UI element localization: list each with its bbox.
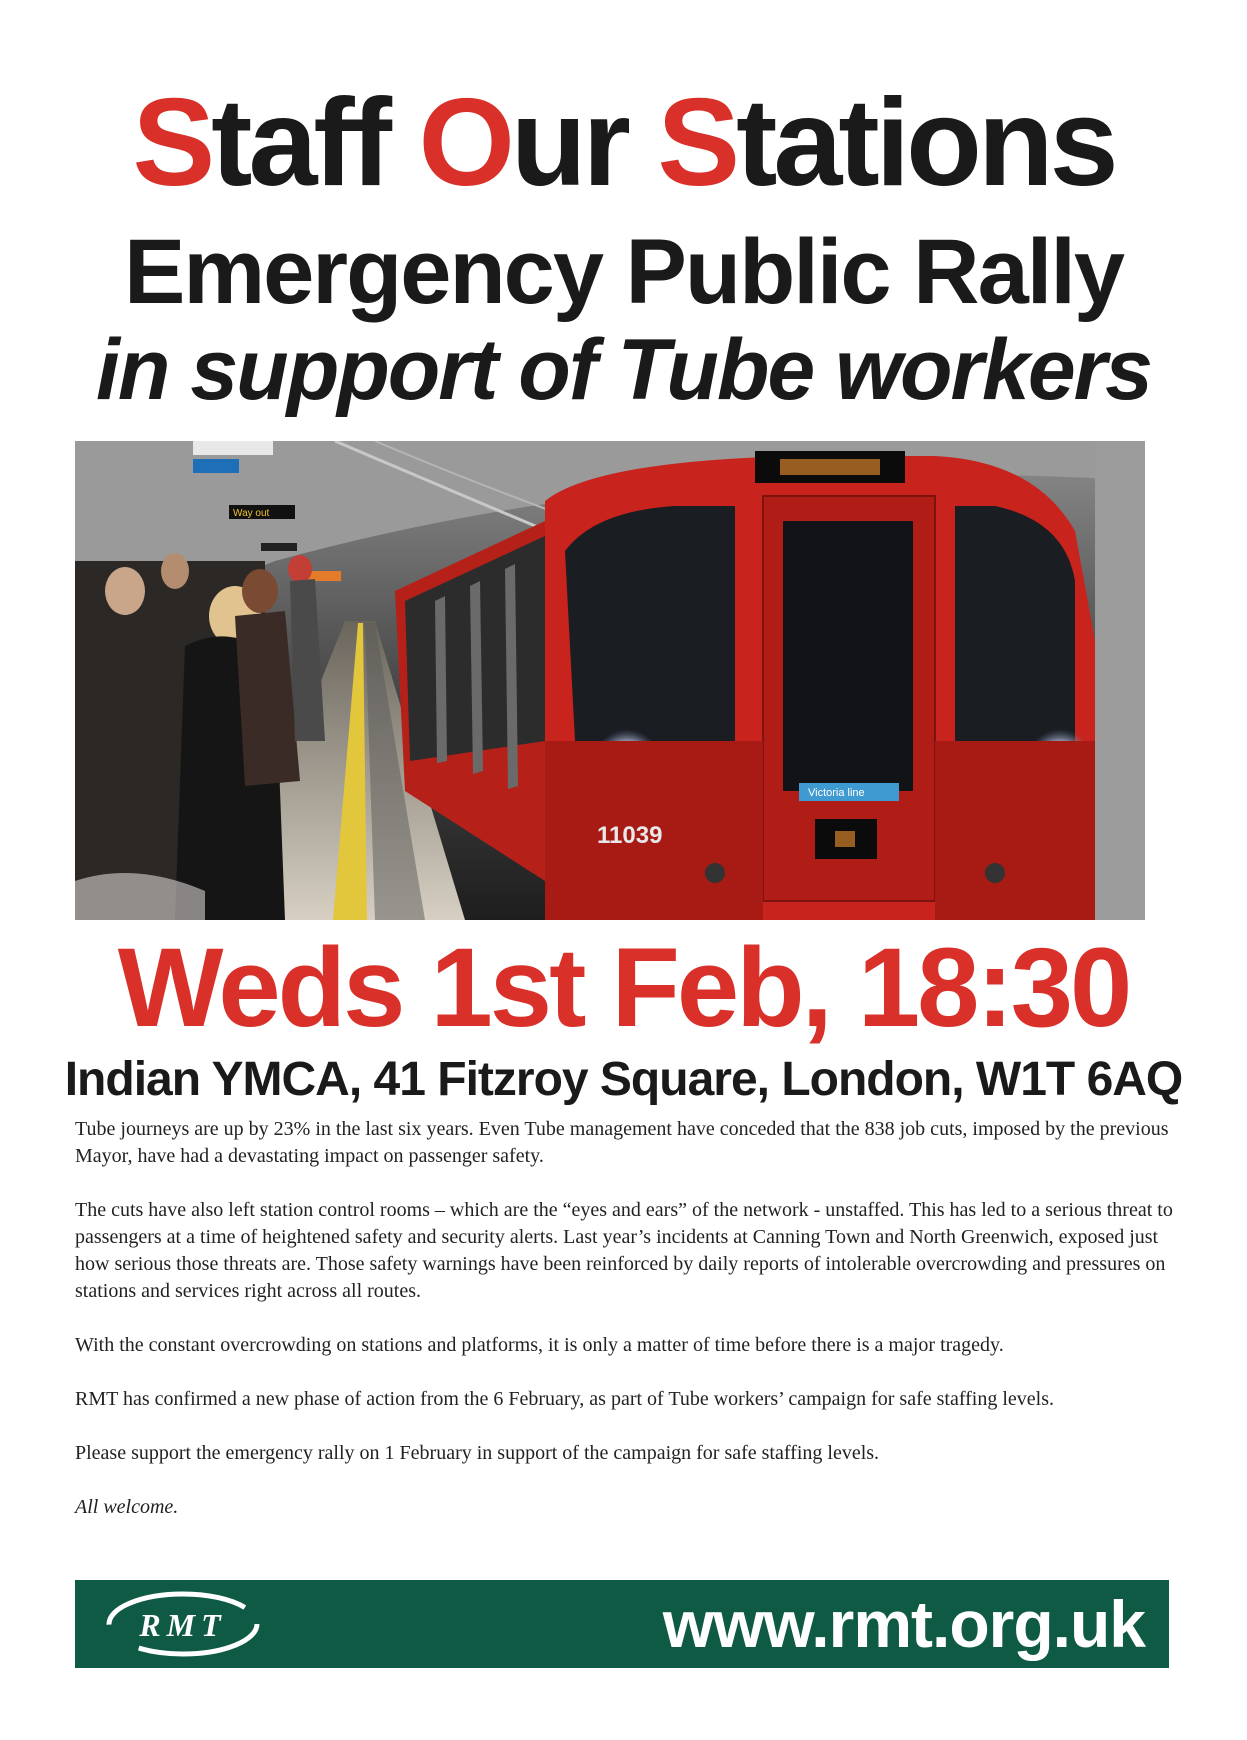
event-venue: Indian YMCA, 41 Fitzroy Square, London, W1T 6AQ	[64, 1053, 1183, 1106]
rmt-logo-text: RMT	[139, 1607, 227, 1643]
title-part: O	[418, 74, 511, 212]
title-part: S	[132, 74, 212, 212]
train-number: 11039	[597, 822, 663, 849]
body-paragraph: With the constant overcrowding on stations and platforms, it is only a matter of time before there is a major tragedy.	[75, 1334, 1004, 1356]
title-part: tations	[736, 74, 1115, 212]
title-emergency-rally: Emergency Public Rally	[123, 221, 1124, 323]
rmt-logo	[103, 1588, 263, 1660]
ceiling-sign	[193, 441, 273, 455]
closing-line: All welcome.	[75, 1496, 179, 1518]
title-part: taff	[211, 74, 419, 212]
event-date-time: Weds 1st Feb, 18:30	[117, 925, 1130, 1050]
victoria-line-sign-text: Victoria line	[808, 787, 865, 799]
footer-bar	[75, 1580, 1169, 1668]
title-part: ur	[510, 74, 658, 212]
title-subheading: in support of Tube workers	[96, 322, 1151, 418]
body-paragraph: Please support the emergency rally on 1 February in support of the campaign for safe staffing levels.	[75, 1442, 880, 1464]
body-paragraph: The cuts have also left station control rooms – which are the “eyes and ears” of the network - unstaffed. This has led to a serious threat to passengers at a time of heightened safety and security alerts. Last year’s incidents at Canning Town and North Greenwich, exposed just how serious those threats are. Those safety warnings have been reinforced by daily reports of intolerable overcrowding and pressures on stations and services right across all routes.	[75, 1199, 1173, 1302]
title-part: S	[657, 74, 737, 212]
body-copy	[75, 1116, 1175, 1521]
way-out-sign-text: Way out	[233, 508, 270, 519]
footer-url-link[interactable]: www.rmt.org.uk	[662, 1587, 1145, 1661]
tube-train-photo	[75, 441, 1145, 920]
tube-train-illustration	[75, 441, 1145, 920]
title-staff-our-stations	[0, 74, 1247, 212]
body-paragraph: Tube journeys are up by 23% in the last six years. Even Tube management have conceded that the 838 job cuts, imposed by the previous Mayor, have had a devastating impact on passenger safety.	[75, 1118, 1169, 1167]
body-paragraph: RMT has confirmed a new phase of action from the 6 February, as part of Tube workers’ campaign for safe staffing levels.	[75, 1388, 1054, 1410]
